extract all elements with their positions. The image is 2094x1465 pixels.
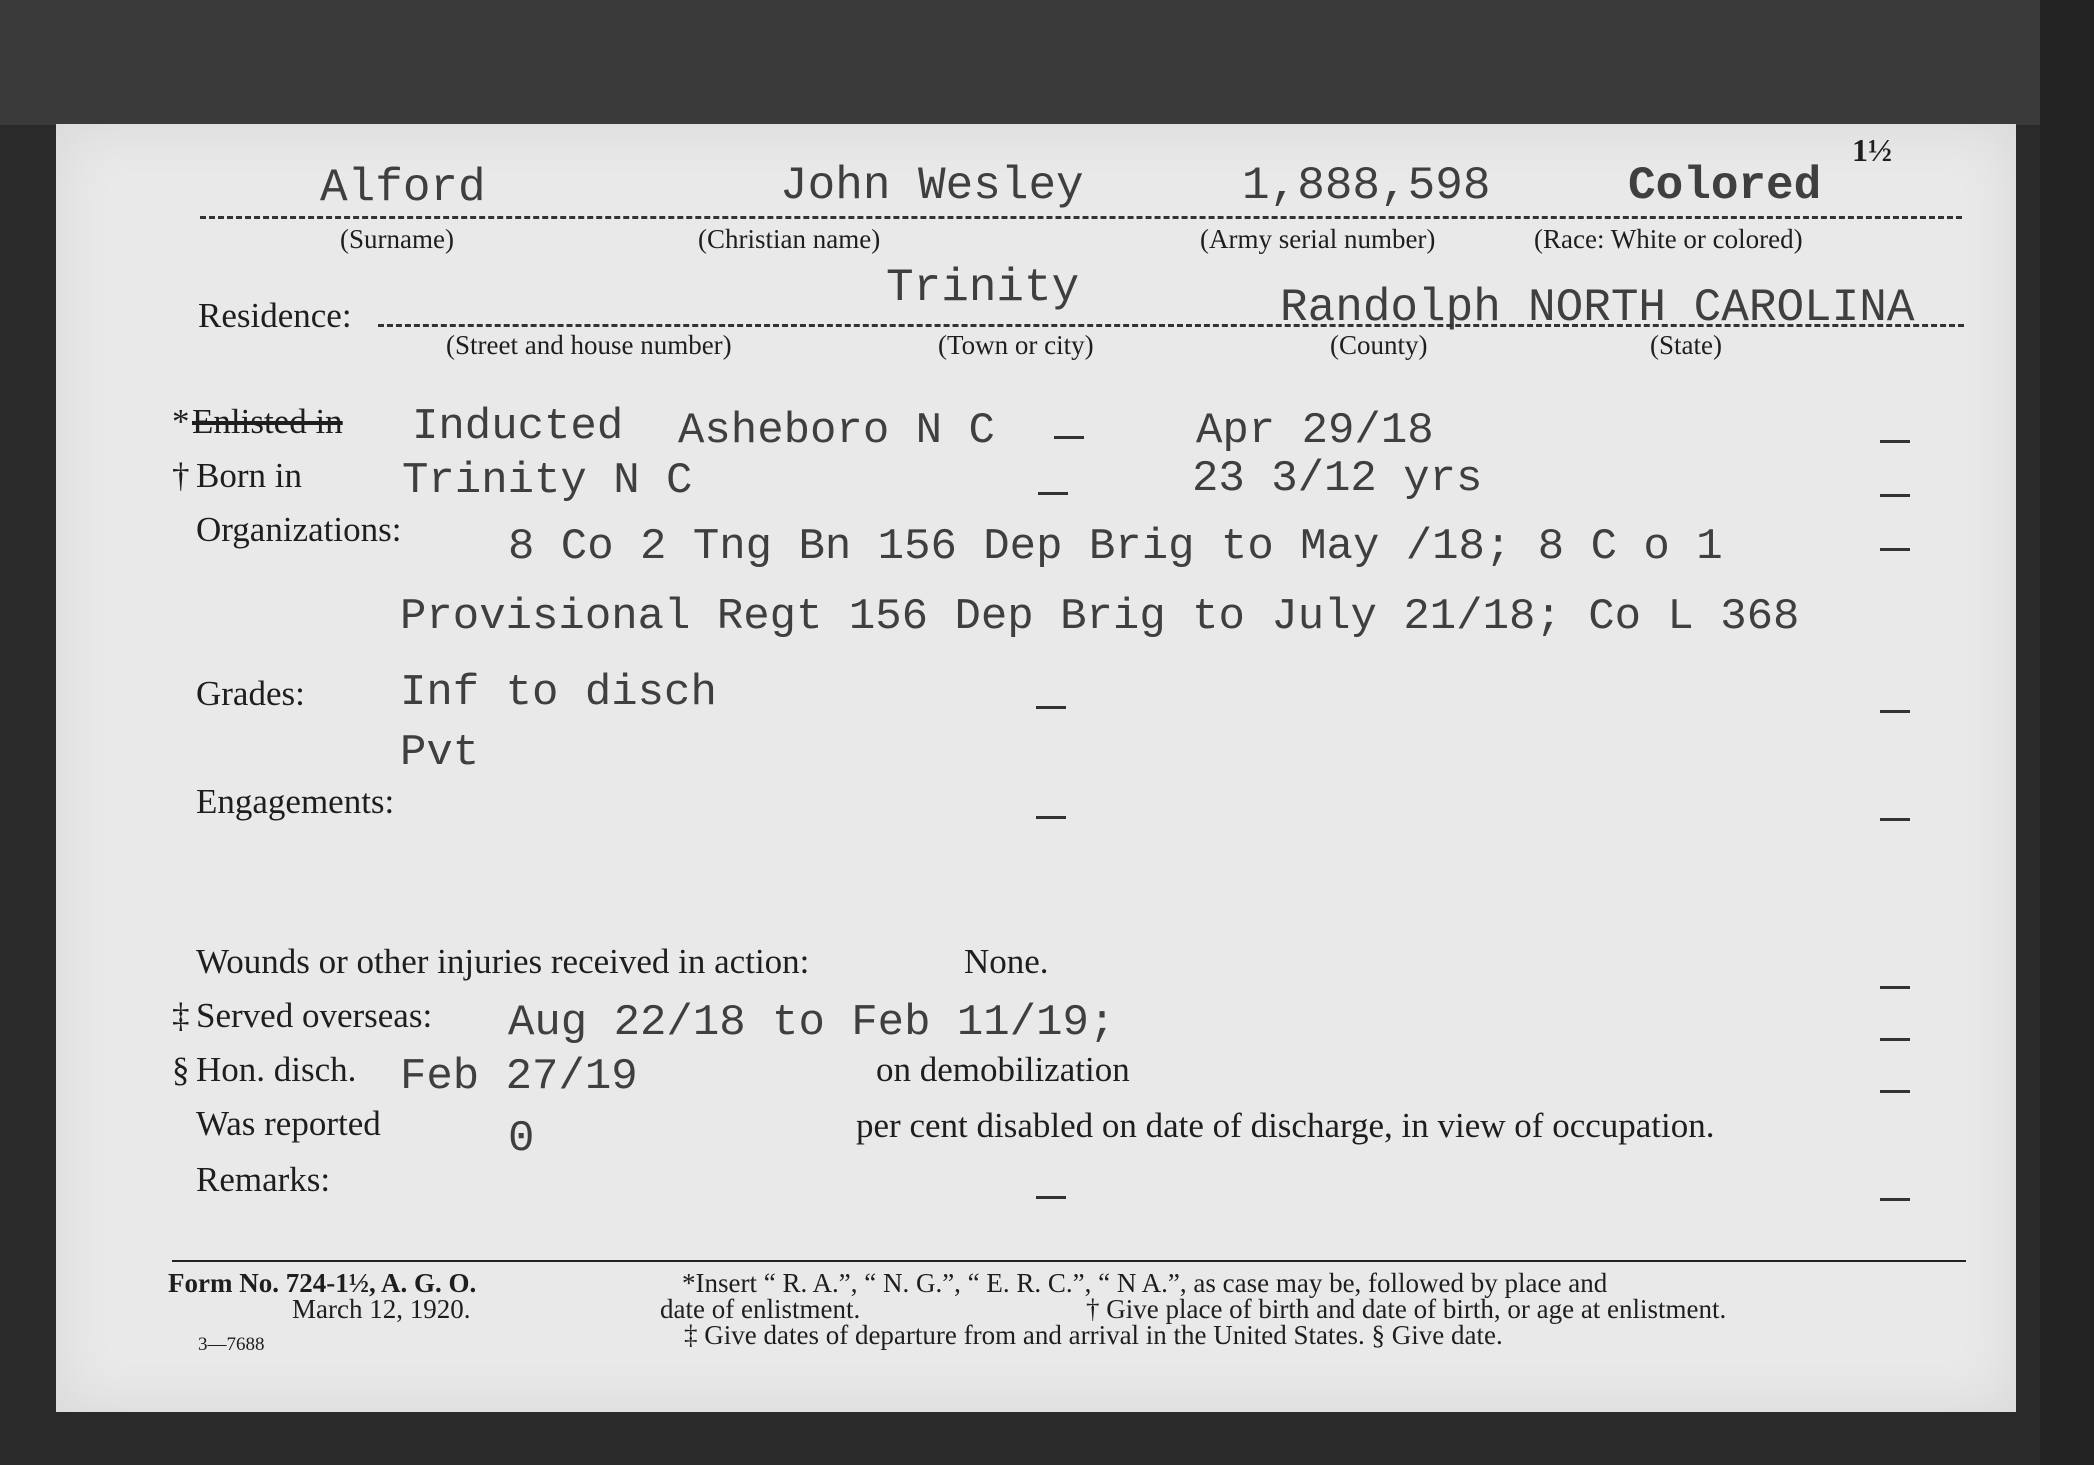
surname-caption: (Surname) [340, 224, 454, 254]
overseas-end-dash [1880, 1038, 1910, 1041]
serial-number-caption: (Army serial number) [1200, 224, 1436, 254]
wounds-end-dash [1880, 986, 1910, 989]
born-label: Born in [196, 456, 302, 495]
overseas-value: Aug 22/18 to Feb 11/19; [508, 998, 1116, 1048]
grades-dash [1036, 706, 1066, 709]
remarks-dash [1036, 1196, 1066, 1199]
header-rule [200, 216, 1962, 219]
county-value: Randolph [1280, 282, 1501, 334]
enlisted-value: Inducted [412, 402, 624, 452]
organizations-end-dash [1880, 548, 1910, 551]
serial-number-value: 1,888,598 [1242, 160, 1491, 212]
race-value: Colored [1628, 160, 1822, 212]
enlisted-date: Apr 29/18 [1196, 406, 1434, 456]
form-code: 3—7688 [198, 1334, 265, 1355]
born-end-dash [1880, 494, 1910, 497]
hon-disch-end-dash [1880, 1090, 1910, 1093]
grades-end-dash [1880, 710, 1910, 713]
form-number: Form No. 724-1½, A. G. O. [168, 1268, 477, 1298]
town-value: Trinity [886, 262, 1080, 314]
town-caption: (Town or city) [938, 330, 1094, 360]
enlisted-mark: * [172, 402, 190, 441]
grades-label: Grades: [196, 674, 305, 713]
street-caption: (Street and house number) [446, 330, 732, 360]
enlisted-place: Asheboro N C [678, 406, 995, 456]
form-date: March 12, 1920. [292, 1294, 471, 1324]
footer-rule [172, 1260, 1966, 1262]
enlisted-dash [1054, 436, 1084, 439]
county-caption: (County) [1330, 330, 1428, 360]
reported-suffix: per cent disabled on date of discharge, in view of occupation. [856, 1106, 1715, 1145]
born-place: Trinity N C [402, 456, 693, 506]
organizations-label: Organizations: [196, 510, 402, 549]
hon-disch-date: Feb 27/19 [400, 1052, 638, 1102]
footer-note-3: ‡ Give dates of departure from and arrival in the United States. § Give date. [684, 1320, 1503, 1350]
engagements-label: Engagements: [196, 782, 395, 821]
hon-disch-reason: on demobilization [876, 1050, 1130, 1089]
service-record-card [56, 124, 2016, 1412]
corner-mark: 1½ [1852, 132, 1892, 168]
remarks-end-dash [1880, 1198, 1910, 1201]
residence-rule [378, 324, 1964, 327]
scanner-background-top [0, 0, 2094, 125]
enlisted-end-dash [1880, 440, 1910, 443]
surname-value: Alford [320, 162, 486, 214]
scanner-background-right [2040, 0, 2094, 1465]
footer-note-2b: † Give place of birth and date of birth, or age at enlistment. [1086, 1294, 1727, 1324]
born-mark: † [172, 456, 190, 495]
born-dash [1038, 492, 1068, 495]
footer-note-2a: date of enlistment. [660, 1294, 861, 1324]
born-age: 23 3/12 yrs [1192, 454, 1483, 504]
hon-disch-mark: § [172, 1050, 190, 1089]
enlisted-label: Enlisted in [192, 402, 343, 441]
race-caption: (Race: White or colored) [1534, 224, 1803, 254]
remarks-label: Remarks: [196, 1160, 331, 1199]
christian-name-value: John Wesley [780, 160, 1084, 212]
overseas-label: Served overseas: [196, 996, 433, 1035]
state-value: NORTH CAROLINA [1528, 282, 1915, 334]
grades-line-2: Pvt [400, 728, 480, 778]
hon-disch-label: Hon. disch. [196, 1050, 357, 1089]
residence-label: Residence: [198, 296, 352, 335]
reported-label: Was reported [196, 1104, 381, 1143]
engagements-end-dash [1880, 818, 1910, 821]
engagements-dash [1036, 816, 1066, 819]
state-caption: (State) [1650, 330, 1722, 360]
organizations-line-2: Provisional Regt 156 Dep Brig to July 21/18; Co L 368 [400, 592, 1800, 642]
footer-note-1: *Insert “ R. A.”, “ N. G.”, “ E. R. C.”, “ N A.”, as case may be, followed by place and [682, 1268, 1608, 1298]
christian-name-caption: (Christian name) [698, 224, 881, 254]
grades-line-1: Inf to disch [400, 668, 717, 718]
wounds-label: Wounds or other injuries received in action: [196, 942, 810, 981]
wounds-value: None. [964, 942, 1049, 981]
overseas-mark: ‡ [172, 996, 190, 1035]
reported-value: 0 [508, 1114, 535, 1164]
organizations-line-1: 8 Co 2 Tng Bn 156 Dep Brig to May /18; 8 C o 1 [508, 522, 1723, 572]
